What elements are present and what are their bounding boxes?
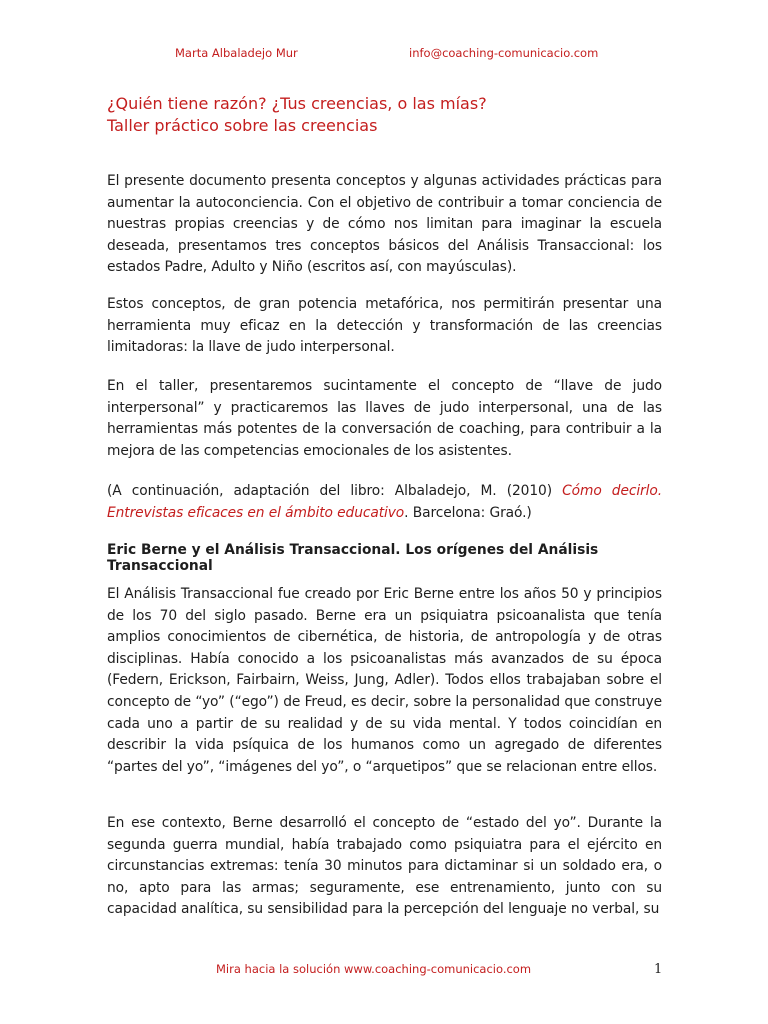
section-heading (107, 542, 667, 574)
section-heading-part-2: Los orígenes del Análisis Transaccional (107, 542, 599, 574)
title-line-1: ¿Quién tiene razón? ¿Tus creencias, o las mías? (107, 94, 487, 113)
concepts-paragraph: Estos conceptos, de gran potencia metafórica, nos permitirán presentar una herramienta muy eficaz en la detección y transformación de las creencias limitadoras: la llave de judo interpersonal. (107, 296, 662, 356)
footer-slogan: Mira hacia la solución www.coaching-comunicacio.com (216, 962, 532, 976)
citation-prefix: (A continuación, adaptación del libro: Albaladejo, M. (2010) (107, 483, 563, 499)
section-heading-separator: . (395, 542, 406, 558)
title-line-2: Taller práctico sobre las creencias (107, 116, 378, 135)
section-heading-part-1: Eric Berne y el Análisis Transaccional (107, 542, 396, 558)
header-email: info@coaching-comunicacio.com (409, 46, 599, 60)
page-number: 1 (654, 962, 663, 977)
citation-paragraph (107, 481, 662, 524)
workshop-paragraph: En el taller, presentaremos sucintamente el concepto de “llave de judo interpersonal” y practicaremos las llaves de judo interpersonal, una de las herramientas más potentes de la conversación de coaching, para contribuir a la mejora de las competencias emocionales de los asistentes. (107, 378, 662, 459)
ego-state-paragraph: En ese contexto, Berne desarrolló el concepto de “estado del yo”. Durante la segunda guerra mundial, había trabajado como psiquiatra para el ejército en circunstancias extremas: tenía 30 minutos para dictaminar si un soldado era, o no, apto para las armas; seguramente, ese entrenamiento, junto con su capacidad analítica, su sensibilidad para la percepción del lenguaje no verbal, su (107, 815, 662, 918)
intro-paragraph: El presente documento presenta conceptos y algunas actividades prácticas para aumentar la autoconciencia. Con el objetivo de contribuir a tomar conciencia de nuestras propias creencias y de cómo nos limitan para imaginar la escuela deseada, presentamos tres conceptos básicos del Análisis Transaccional: los estados Padre, Adulto y Niño (escritos así, con mayúsculas). (107, 173, 662, 276)
page-footer (0, 962, 768, 982)
citation-book-title: Cómo decirlo. Entrevistas eficaces en el ámbito educativo (107, 483, 662, 521)
ta-origin-paragraph: El Análisis Transaccional fue creado por Eric Berne entre los años 50 y principios de los 70 del siglo pasado. Berne era un psiquiatra psicoanalista que tenía amplios conocimientos de cibernética, de historia, de antropología y de otras disciplinas. Había conocido a los psicoanalistas más avanzados de su época (Federn, Erickson, Fairbairn, Weiss, Jung, Adler). Todos ellos trabajaban sobre el concepto de “yo” (“ego”) de Freud, es decir, sobre la personalidad que construye cada uno a partir de su realidad y de su vida mental. Y todos coincidían en describir la vida psíquica de los humanos como un agregado de diferentes “partes del yo”, “imágenes del yo”, o “arquetipos” que se relacionan entre ellos. (107, 586, 662, 775)
document-title (107, 93, 667, 137)
header-author: Marta Albaladejo Mur (175, 46, 298, 60)
citation-suffix: . Barcelona: Graó.) (404, 504, 532, 521)
